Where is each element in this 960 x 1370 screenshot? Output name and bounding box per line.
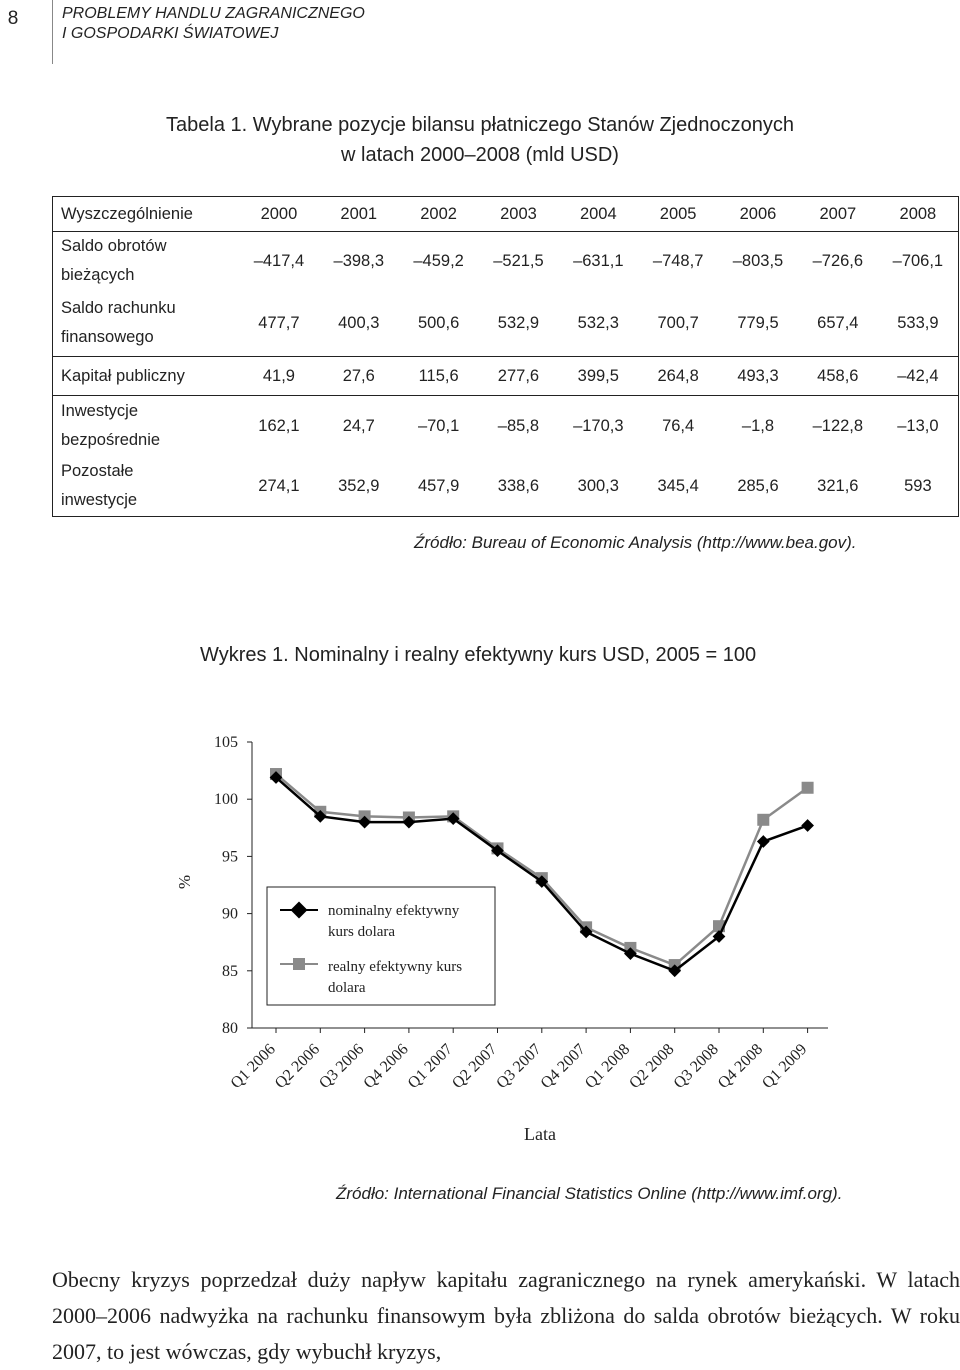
chart-legend xyxy=(267,887,495,1005)
table-cell: 532,9 xyxy=(497,313,540,332)
page-number: 8 xyxy=(7,8,19,29)
row-label-line2: inwestycje xyxy=(61,491,138,509)
running-header xyxy=(62,4,365,44)
header-divider xyxy=(52,0,53,64)
data-point-real xyxy=(802,782,814,794)
table-cell: 300,3 xyxy=(558,456,638,517)
table-row xyxy=(53,290,959,357)
table-cell: –726,6 xyxy=(812,251,864,270)
table-cell: –170,3 xyxy=(573,416,624,435)
table-cell: 41,9 xyxy=(239,357,319,396)
table-cell: –521,5 xyxy=(493,251,544,270)
table-cell: –1,8 xyxy=(741,416,775,435)
table-cell: 399,5 xyxy=(558,357,638,396)
header-year: 2007 xyxy=(798,197,878,232)
header-year: 2000 xyxy=(239,197,319,232)
table-cell: –631,1 xyxy=(573,251,624,270)
x-tick-label: Q1 2008 xyxy=(581,1040,634,1093)
table-cell: 532,3 xyxy=(577,313,619,332)
y-axis-label: % xyxy=(175,874,194,890)
table-cell: –13,0 xyxy=(878,396,959,457)
table-row xyxy=(53,357,959,396)
legend-label-nominal-line2: kurs dolara xyxy=(328,924,396,940)
table-cell: 27,6 xyxy=(319,357,399,396)
table-cell: –70,1 xyxy=(417,416,460,435)
row-label xyxy=(53,456,240,517)
header-year: 2001 xyxy=(319,197,399,232)
table-row xyxy=(53,396,959,457)
table-cell: 345,4 xyxy=(638,456,718,517)
data-point-real xyxy=(757,814,769,826)
row-label-line1: Saldo obrotów xyxy=(61,237,167,255)
y-tick-label: 100 xyxy=(214,791,238,809)
table-cell: 700,7 xyxy=(657,313,699,332)
table-cell: 321,6 xyxy=(798,456,878,517)
table-title-line1: Tabela 1. Wybrane pozycje bilansu płatniczego Stanów Zjednoczonych xyxy=(166,114,794,136)
x-tick-label: Q4 2008 xyxy=(714,1040,767,1093)
header-label: Wyszczególnienie xyxy=(53,197,240,232)
header-year: 2002 xyxy=(399,197,479,232)
header-year: 2004 xyxy=(558,197,638,232)
header-year: 2005 xyxy=(638,197,718,232)
body-paragraph: Obecny kryzys poprzedzał duży napływ kapitału zagranicznego na rynek amerykański. W latach 2000–2006 nadwyżka na rachunku finansowym była zbliżona do salda obrotów bieżących. W roku 2007, to jest wówczas, gdy wybuchł kryzys, xyxy=(52,1267,960,1364)
y-tick-label: 90 xyxy=(222,905,238,923)
table-cell: 493,3 xyxy=(718,357,798,396)
table-title xyxy=(0,110,960,170)
row-label-line1: Saldo rachunku xyxy=(61,299,176,317)
y-tick-label: 85 xyxy=(222,962,238,980)
table-cell: 285,6 xyxy=(718,456,798,517)
row-label-line1: Inwestycje xyxy=(61,402,139,420)
y-tick-label: 95 xyxy=(222,848,238,866)
table-cell: –42,4 xyxy=(878,357,959,396)
x-tick-label: Q2 2008 xyxy=(626,1040,678,1093)
table-title-line2: w latach 2000–2008 (mld USD) xyxy=(341,144,619,166)
table-cell: –706,1 xyxy=(878,232,959,291)
legend-label-real-line1: realny efektywny kurs xyxy=(328,959,463,975)
header-year: 2006 xyxy=(718,197,798,232)
row-label-line1: Pozostałe xyxy=(61,462,134,480)
table-row xyxy=(53,456,959,517)
legend-marker-square xyxy=(293,958,305,970)
table-cell: –85,8 xyxy=(497,416,540,435)
table-source: Źródło: Bureau of Economic Analysis (http://www.bea.gov). xyxy=(414,533,857,552)
table-cell: –398,3 xyxy=(333,251,384,270)
x-tick-label: Q1 2006 xyxy=(227,1040,279,1093)
legend-label-nominal-line1: nominalny efektywny xyxy=(328,903,460,919)
x-tick-label: Q2 2006 xyxy=(271,1040,324,1093)
x-tick-label: Q1 2007 xyxy=(404,1040,457,1093)
table-cell: –122,8 xyxy=(812,416,864,435)
table-cell: –459,2 xyxy=(413,251,464,270)
table-header-row xyxy=(53,197,959,232)
figure-title: Wykres 1. Nominalny i realny efektywny kurs USD, 2005 = 100 xyxy=(200,644,757,666)
table-cell: –417,4 xyxy=(253,251,305,270)
row-label: Kapitał publiczny xyxy=(53,357,240,396)
table-cell: 338,6 xyxy=(479,456,559,517)
row-label-line2: bezpośrednie xyxy=(61,431,161,449)
running-header-line1: PROBLEMY HANDLU ZAGRANICZNEGO xyxy=(62,5,365,22)
table-cell: 400,3 xyxy=(338,313,380,332)
balance-table xyxy=(52,196,959,517)
x-tick-label: Q4 2007 xyxy=(537,1040,589,1093)
running-header-line2: I GOSPODARKI ŚWIATOWEJ xyxy=(62,25,279,42)
row-label xyxy=(53,232,240,291)
x-tick-label: Q3 2008 xyxy=(670,1040,722,1093)
table-cell: 477,7 xyxy=(258,313,300,332)
table-cell: 162,1 xyxy=(258,416,300,435)
table-cell: 779,5 xyxy=(737,313,779,332)
row-label xyxy=(53,396,240,457)
x-axis-label: Lata xyxy=(524,1124,556,1144)
table-cell: 352,9 xyxy=(319,456,399,517)
x-tick-label: Q4 2006 xyxy=(360,1040,412,1093)
data-point-nominal xyxy=(757,835,770,848)
x-tick-label: Q1 2009 xyxy=(759,1040,811,1093)
table-cell: 264,8 xyxy=(638,357,718,396)
figure-source: Źródło: International Financial Statistics Online (http://www.imf.org). xyxy=(336,1184,843,1203)
y-tick-label: 105 xyxy=(214,734,238,751)
row-label-line2: bieżących xyxy=(61,266,135,284)
table-cell: 458,6 xyxy=(798,357,878,396)
x-tick-label: Q3 2007 xyxy=(493,1040,545,1093)
table-cell: 657,4 xyxy=(817,313,859,332)
row-label xyxy=(53,290,240,357)
table-cell: 274,1 xyxy=(239,456,319,517)
table-cell: 115,6 xyxy=(399,357,479,396)
table-cell: 533,9 xyxy=(878,290,959,357)
table-row xyxy=(53,232,959,291)
x-tick-label: Q2 2007 xyxy=(449,1040,501,1093)
line-chart xyxy=(0,700,960,1150)
x-tick-label: Q3 2006 xyxy=(316,1040,368,1093)
y-tick-label: 80 xyxy=(222,1020,238,1037)
table-cell: 277,6 xyxy=(479,357,559,396)
table-cell: 24,7 xyxy=(342,416,375,435)
table-cell: 500,6 xyxy=(417,313,460,332)
table-cell: –748,7 xyxy=(652,251,704,270)
table-cell: –803,5 xyxy=(732,251,784,270)
header-year: 2008 xyxy=(878,197,959,232)
row-label-line2: finansowego xyxy=(61,328,154,346)
table-cell: 457,9 xyxy=(399,456,479,517)
table-cell: 593 xyxy=(878,456,959,517)
data-point-nominal xyxy=(801,819,814,832)
table-cell: 76,4 xyxy=(662,416,695,435)
header-year: 2003 xyxy=(479,197,559,232)
legend-label-real-line2: dolara xyxy=(328,980,366,996)
